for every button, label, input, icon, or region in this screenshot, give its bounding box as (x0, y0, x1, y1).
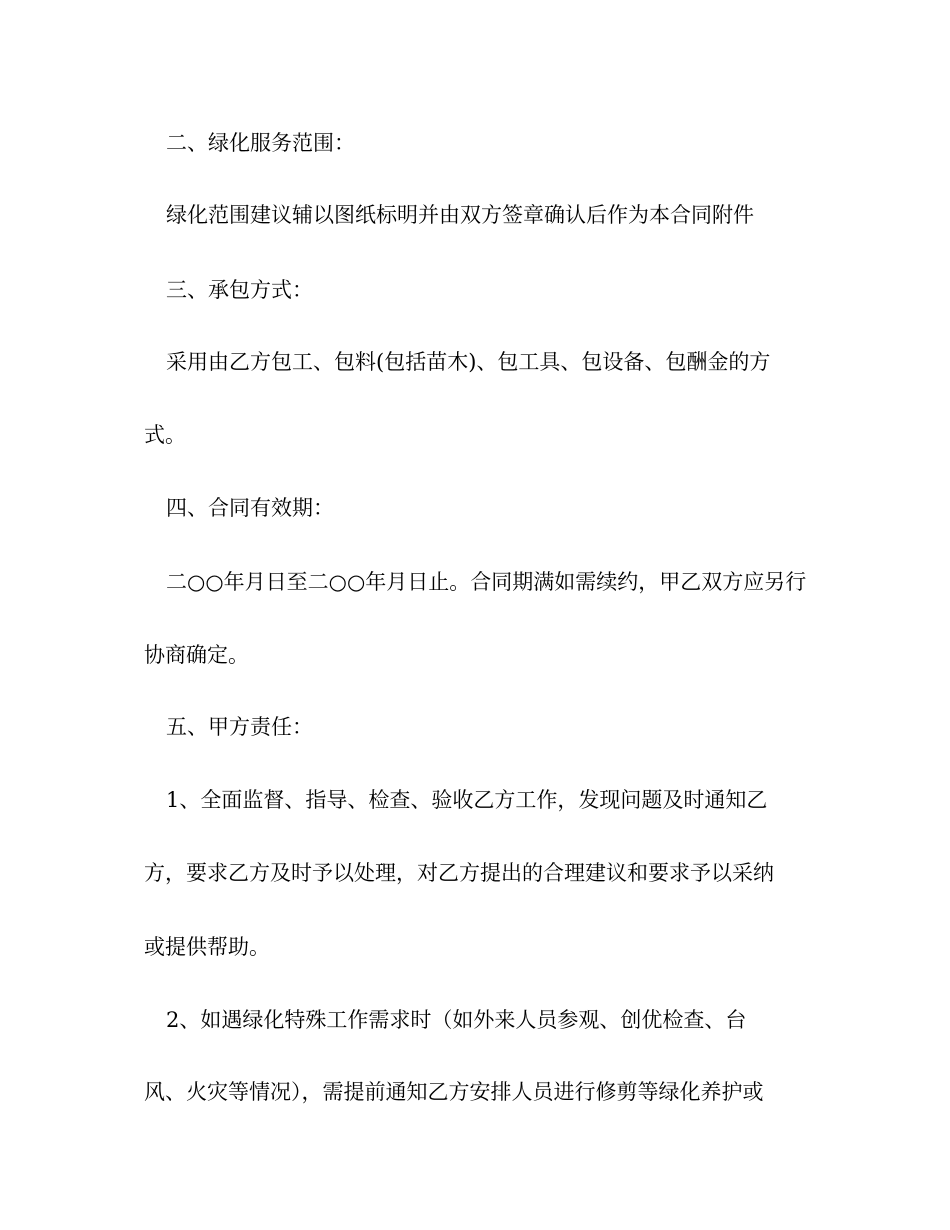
section-heading-scope: 二、绿化服务范围： (166, 131, 355, 155)
paragraph-line: 二○○年月日至二○○年月日止。合同期满如需续约，甲乙双方应另行 (166, 570, 807, 594)
paragraph-line: 采用由乙方包工、包料(包括苗木)、包工具、包设备、包酬金的方 (166, 350, 771, 374)
paragraph-line: 式。 (144, 423, 186, 447)
paragraph-line: 1、全面监督、指导、检查、验收乙方工作，发现问题及时通知乙 (166, 788, 768, 812)
section-heading-validity: 四、合同有效期： (166, 496, 334, 520)
section-heading-party-a-duties: 五、甲方责任： (166, 715, 313, 739)
paragraph-line: 风、火灾等情况），需提前通知乙方安排人员进行修剪等绿化养护或 (144, 1080, 764, 1104)
paragraph-line: 方，要求乙方及时予以处理，对乙方提出的合理建议和要求予以采纳 (144, 861, 774, 885)
paragraph-line: 2、如遇绿化特殊工作需求时（如外来人员参观、创优检查、台 (166, 1008, 747, 1032)
paragraph-line: 绿化范围建议辅以图纸标明并由双方签章确认后作为本合同附件 (166, 203, 754, 227)
paragraph-line: 或提供帮助。 (144, 935, 270, 959)
paragraph-line: 协商确定。 (144, 643, 249, 667)
section-heading-contract-method: 三、承包方式： (166, 278, 313, 302)
